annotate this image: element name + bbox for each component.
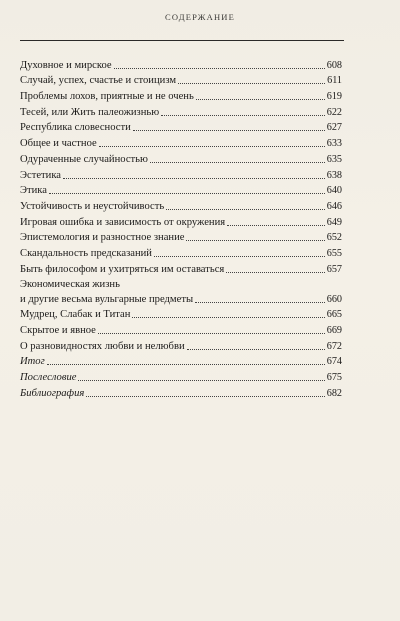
toc-entry-title: Быть философом и ухитряться им оставаться xyxy=(20,263,225,275)
toc-entry-page: 655 xyxy=(326,247,342,259)
toc-entry xyxy=(20,260,342,276)
toc-entry-page: 682 xyxy=(326,387,342,399)
dot-leader xyxy=(195,302,325,303)
toc-entry-page: 635 xyxy=(326,153,342,165)
dot-leader xyxy=(161,115,325,116)
dot-leader xyxy=(186,240,324,241)
toc-entry-title: Скрытое и явное xyxy=(20,325,96,336)
toc-entry-title: Проблемы лохов, приятные и не очень xyxy=(20,91,194,103)
toc-entry-page: 652 xyxy=(326,232,342,244)
toc-entry-title: Случай, успех, счастье и стоицизм xyxy=(20,75,177,87)
toc-entry-title: Одураченные случайностью xyxy=(20,153,148,165)
toc-entry xyxy=(20,197,342,213)
toc-entry-title: Тесей, или Жить палеожизнью xyxy=(20,106,160,118)
dot-leader xyxy=(99,146,325,147)
toc-entry-title: О разновидностях любви и нелюбви xyxy=(20,340,185,352)
dot-leader xyxy=(226,272,324,273)
dot-leader xyxy=(187,349,325,350)
toc-entry-page: 657 xyxy=(326,263,342,275)
toc-entry xyxy=(20,150,342,166)
dot-leader xyxy=(132,317,324,318)
toc-entry-title: Эстетика xyxy=(20,169,62,181)
toc-entry-title: Общее и частное xyxy=(20,138,97,150)
toc-entry-page: 611 xyxy=(327,75,342,87)
dot-leader xyxy=(166,209,325,210)
toc-entry-title-line2: и другие весьма вульгарные предметы xyxy=(20,293,194,305)
table-of-contents xyxy=(20,56,342,400)
toc-entry xyxy=(20,56,342,72)
toc-entry-title: Этика xyxy=(20,185,47,197)
toc-entry-title-line1: Экономическая жизнь xyxy=(20,278,120,290)
toc-entry xyxy=(20,72,342,88)
toc-entry-title: Мудрец, Слабак и Титан xyxy=(20,309,131,321)
toc-entry-page: 633 xyxy=(326,138,342,150)
toc-entry-title: Библиография xyxy=(20,387,85,399)
toc-entry xyxy=(20,103,342,119)
toc-entry-page: 669 xyxy=(326,325,342,336)
toc-entry-page: 608 xyxy=(326,59,342,71)
toc-entry xyxy=(20,134,342,150)
toc-entry-title: Республика словесности xyxy=(20,122,131,134)
header-rule xyxy=(20,40,344,41)
toc-entry xyxy=(20,384,342,400)
toc-entry-page: 660 xyxy=(326,293,342,305)
toc-entry xyxy=(20,337,342,353)
dot-leader xyxy=(227,225,325,226)
toc-entry-title: Духовное и мирское xyxy=(20,59,112,71)
toc-entry-page: 665 xyxy=(326,309,342,321)
toc-entry xyxy=(20,353,342,369)
toc-entry-page: 672 xyxy=(326,340,342,352)
toc-entry xyxy=(20,244,342,260)
dot-leader xyxy=(178,83,325,84)
toc-entry-page: 619 xyxy=(326,91,342,103)
toc-entry-page: 640 xyxy=(326,185,342,197)
toc-entry xyxy=(20,119,342,135)
toc-entry xyxy=(20,229,342,245)
toc-entry-page: 638 xyxy=(326,169,342,181)
toc-entry-title: Игровая ошибка и зависимость от окружения xyxy=(20,216,226,228)
toc-entry-page: 674 xyxy=(326,356,342,368)
toc-entry-page: 675 xyxy=(326,372,342,384)
toc-entry-page: 646 xyxy=(326,200,342,212)
dot-leader xyxy=(150,162,325,163)
toc-entry-page: 649 xyxy=(326,216,342,228)
toc-entry xyxy=(20,276,342,306)
toc-entry-title: Скандальность предсказаний xyxy=(20,247,152,259)
toc-entry-title: Итог xyxy=(20,356,45,368)
dot-leader xyxy=(86,396,324,397)
dot-leader xyxy=(47,364,325,365)
toc-entry xyxy=(20,182,342,198)
dot-leader xyxy=(196,99,325,100)
toc-entry-page: 622 xyxy=(326,106,342,118)
toc-entry-title: Эпистемология и разностное знание xyxy=(20,232,185,244)
toc-entry xyxy=(20,87,342,103)
toc-entry xyxy=(20,213,342,229)
dot-leader xyxy=(78,380,324,381)
toc-entry-page: 627 xyxy=(326,122,342,134)
dot-leader xyxy=(98,333,325,334)
running-head: СОДЕРЖАНИЕ xyxy=(164,12,236,22)
toc-entry xyxy=(20,321,342,337)
dot-leader xyxy=(154,256,325,257)
dot-leader xyxy=(114,68,325,69)
dot-leader xyxy=(63,178,325,179)
toc-entry xyxy=(20,166,342,182)
toc-entry-title: Послесловие xyxy=(20,372,77,384)
toc-entry xyxy=(20,306,342,322)
toc-entry xyxy=(20,368,342,384)
toc-entry-title: Устойчивость и неустойчивость xyxy=(20,200,165,212)
dot-leader xyxy=(133,130,325,131)
dot-leader xyxy=(49,193,325,194)
